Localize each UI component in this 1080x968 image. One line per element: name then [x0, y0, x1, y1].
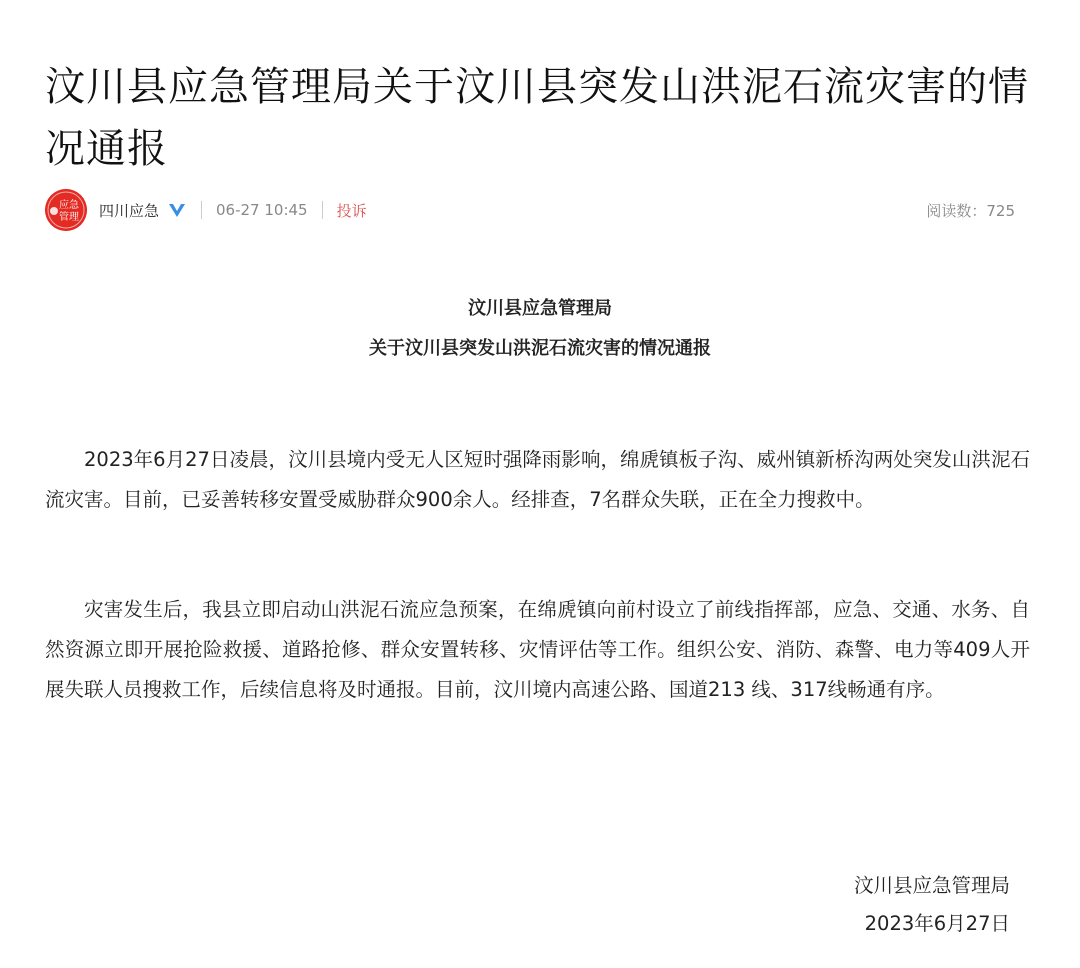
verified-badge-icon	[167, 200, 187, 220]
meta-divider	[322, 201, 323, 219]
document-subject-heading: 关于汶川县突发山洪泥石流灾害的情况通报	[369, 338, 711, 359]
document-issuer-heading: 汶川县应急管理局	[468, 298, 612, 319]
avatar-logo-icon	[45, 189, 87, 231]
avatar-text-top: 应急	[59, 200, 79, 211]
body-paragraph: 灾害发生后，我县立即启动山洪泥石流应急预案，在绵虒镇向前村设立了前线指挥部，应急、交通、水务、自然资源立即开展抢险救援、道路抢修、群众安置转移、灾情评估等工作。组织公安、消防、森警、电力等409人开展失联人员搜救工作，后续信息将及时通报。目前，汶川境内高速公路、国道213 线、317线畅通有序。	[45, 598, 1030, 701]
article-title: 汶川县应急管理局关于汶川县突发山洪泥石流灾害的情况通报	[45, 64, 1029, 172]
author-avatar[interactable]	[45, 189, 87, 231]
body-paragraph: 2023年6月27日凌晨，汶川县境内受无人区短时强降雨影响，绵虒镇板子沟、威州镇新桥沟两处突发山洪泥石流灾害。目前，已妥善转移安置受威胁群众900余人。经排查，7名群众失联，正在全力搜救中。	[45, 448, 1030, 511]
signature-organization: 汶川县应急管理局	[853, 874, 1010, 897]
author-name[interactable]: 四川应急	[99, 201, 160, 220]
read-count: 阅读数：725	[926, 201, 1015, 220]
signature-date: 2023年6月27日	[864, 912, 1010, 935]
publish-time: 06-27 10:45	[216, 201, 308, 219]
article-meta-bar	[45, 188, 1015, 232]
avatar-text-bottom: 管理	[59, 212, 79, 223]
meta-divider	[201, 201, 202, 219]
report-link[interactable]: 投诉	[336, 201, 367, 220]
